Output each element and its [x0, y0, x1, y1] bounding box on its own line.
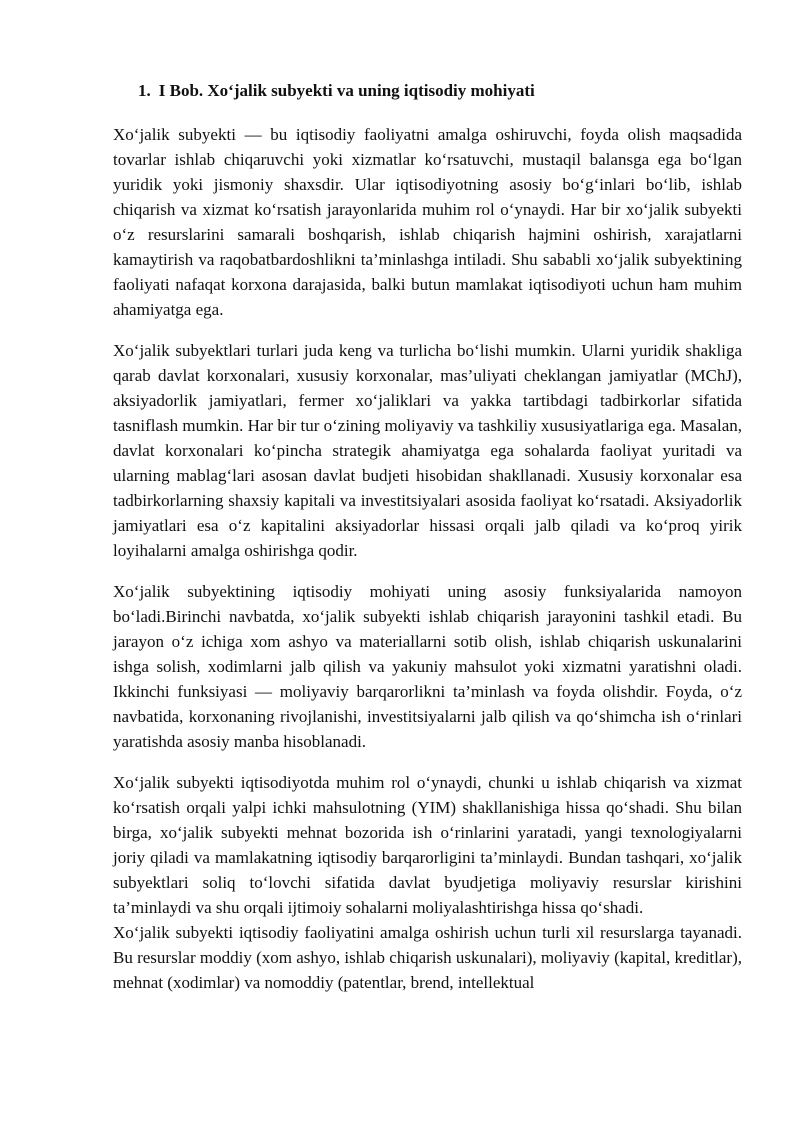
paragraph-1: Xo‘jalik subyekti — bu iqtisodiy faoliyatni amalga oshiruvchi, foyda olish maqsadida tovarlar ishlab chiqaruvchi yoki xizmatlar ko‘rsatuvchi, mustaqil balansga ega bo‘lgan yuridik yoki jismoniy shaxsdir. Ular iqtisodiyotning asosiy bo‘g‘inlari bo‘lib, ishlab chiqarish va xizmat ko‘rsatish jarayonlarida muhim rol o‘ynaydi. Har bir xo‘jalik subyekti o‘z resurslarini samarali boshqarish, ishlab chiqarish hajmini oshirish, xarajatlarni kamaytirish va raqobatbardoshlikni ta’minlashga intiladi. Shu sababli xo‘jalik subyektining faoliyati nafaqat korxona darajasida, balki butun mamlakat iqtisodiyoti uchun ham muhim ahamiyatga ega.	[113, 125, 742, 319]
document-page	[113, 78, 742, 995]
chapter-heading	[113, 78, 742, 103]
heading-title: I Bob. Xo‘jalik subyekti va uning iqtisodiy mohiyati	[158, 81, 535, 100]
paragraph-2: Xo‘jalik subyektlari turlari juda keng va turlicha bo‘lishi mumkin. Ularni yuridik shakliga qarab davlat korxonalari, xususiy korxonalar, mas’uliyati cheklangan jamiyatlar (MChJ), aksiyadorlik jamiyatlari, fermer xo‘jaliklari va yakka tartibdagi tadbirkorlar sifatida tasniflash mumkin. Har bir tur o‘zining moliyaviy va tashkiliy xususiyatlariga ega. Masalan, davlat korxonalari ko‘pincha strategik ahamiyatga ega sohalarda faoliyat yuritadi va ularning mablag‘lari asosan davlat budjeti hisobidan shakllanadi. Xususiy korxonalar esa tadbirkorlarning shaxsiy kapitali va investitsiyalari asosida faoliyat ko‘rsatadi. Aksiyadorlik jamiyatlari esa o‘z kapitalini aksiyadorlar hissasi orqali jalb qiladi va ko‘proq yirik loyihalarni amalga oshirishga qodir.	[113, 341, 742, 560]
paragraph-3: Xo‘jalik subyektining iqtisodiy mohiyati uning asosiy funksiyalarida namoyon bo‘ladi.Birinchi navbatda, xo‘jalik subyekti ishlab chiqarish jarayonini tashkil etadi. Bu jarayon o‘z ichiga xom ashyo va materiallarni sotib olish, ishlab chiqarish uskunalarini ishga solish, xodimlarni jalb qilish va yakuniy mahsulot yoki xizmatni yaratishni oladi. Ikkinchi funksiyasi — moliyaviy barqarorlikni ta’minlash va foyda olishdir. Foyda, o‘z navbatida, korxonaning rivojlanishi, investitsiyalarni jalb qilish va qo‘shimcha ish o‘rinlari yaratishda asosiy manba hisoblanadi.	[113, 582, 742, 751]
heading-number: 1.	[138, 81, 151, 100]
paragraph-4: Xo‘jalik subyekti iqtisodiyotda muhim rol o‘ynaydi, chunki u ishlab chiqarish va xizmat ko‘rsatish orqali yalpi ichki mahsulotning (YIM) shakllanishiga hissa qo‘shadi. Shu bilan birga, xo‘jalik subyekti mehnat bozorida ish o‘rinlarini yaratadi, yangi texnologiyalarni joriy qiladi va mamlakatning iqtisodiy barqarorligini ta’minlaydi. Bundan tashqari, xo‘jalik subyektlari soliq to‘lovchi sifatida davlat byudjetiga moliyaviy resurslar kirishini ta’minlaydi va shu orqali ijtimoiy sohalarni moliyalashtirishga hissa qo‘shadi.	[113, 773, 742, 917]
paragraph-5: Xo‘jalik subyekti iqtisodiy faoliyatini amalga oshirish uchun turli xil resurslarga tayanadi. Bu resurslar moddiy (xom ashyo, ishlab chiqarish uskunalari), moliyaviy (kapital, kreditlar), mehnat (xodimlar) va nomoddiy (patentlar, brend, intellektual	[113, 923, 742, 992]
